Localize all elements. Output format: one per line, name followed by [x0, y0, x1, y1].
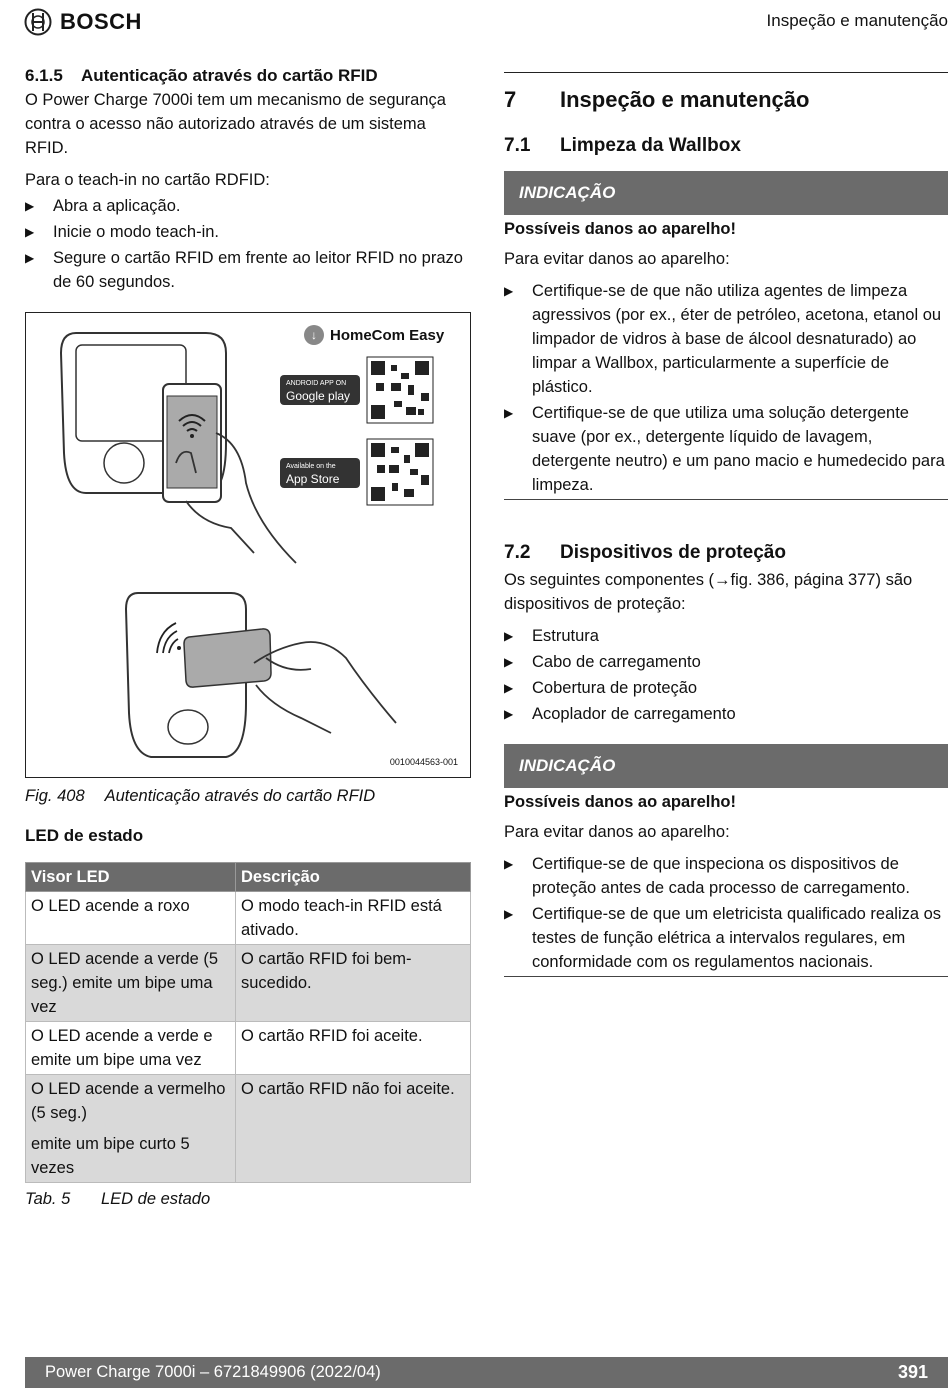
page-footer — [25, 1357, 948, 1388]
teach-in-steps — [25, 194, 471, 294]
divider — [504, 72, 948, 73]
warning-text: Possíveis danos ao aparelho! — [504, 220, 736, 238]
list-item: ▶ Estrutura — [504, 624, 948, 648]
page-number: 391 — [897, 1362, 928, 1382]
heading-number: 7 — [504, 87, 517, 112]
heading-text: Dispositivos de proteção — [560, 542, 786, 563]
badge-small-text: Available on the — [286, 463, 336, 470]
badge-text: Google play — [286, 389, 351, 403]
led-heading — [25, 824, 471, 848]
divider — [504, 976, 948, 977]
table-row — [26, 1075, 471, 1183]
table-cell: O cartão RFID foi aceite. — [236, 1022, 471, 1075]
list-item: ▶ Acoplador de carregamento — [504, 702, 948, 726]
heading-7-1 — [504, 133, 948, 159]
table-row — [26, 1022, 471, 1075]
led-status-table — [25, 862, 471, 1183]
table-cell: O cartão RFID foi bem-sucedido. — [236, 945, 471, 1022]
heading-text: LED de estado — [25, 826, 144, 845]
heading-7 — [504, 85, 948, 115]
heading-7-2 — [504, 540, 948, 566]
caption-label: Fig. 408 — [25, 787, 85, 805]
brand-name: BOSCH — [60, 9, 142, 34]
warning-text: Possíveis danos ao aparelho! — [504, 793, 736, 811]
protection-intro: Os seguintes componentes (→fig. 386, página 377) são dispositivos de proteção: — [504, 571, 913, 613]
heading-number: 7.2 — [504, 542, 531, 563]
caption-label: Tab. 5 — [25, 1190, 71, 1208]
cell-line: O LED acende a vermelho (5 seg.) — [31, 1080, 226, 1122]
heading-text: Inspeção e manutenção — [560, 87, 810, 112]
heading-number: 7.1 — [504, 135, 531, 156]
heading-number: 6.1.5 — [25, 66, 63, 85]
caption-text: LED de estado — [101, 1190, 211, 1208]
notice-banner: INDICAÇÃO — [504, 744, 948, 788]
document-id: Power Charge 7000i – 6721849906 (2022/04) — [45, 1363, 381, 1381]
cell-line: emite um bipe curto 5 vezes — [31, 1135, 190, 1177]
app-brand — [304, 325, 444, 345]
section-title: Inspeção e manutenção — [766, 11, 948, 30]
table-cell: O cartão RFID não foi aceite. — [236, 1075, 471, 1183]
notice-banner: INDICAÇÃO — [504, 171, 948, 215]
app-name: HomeCom Easy — [330, 326, 445, 344]
table-cell: O LED acende a roxo — [26, 892, 236, 945]
figure-rfid-illustration — [25, 312, 471, 778]
heading-6-1-5 — [25, 64, 471, 88]
list-item: ▶ Certifique-se de que não utiliza agentes de limpeza agressivos (por ex., éter de petróleo, acetona, etanol ou limpador de vidros à base de álcool desnaturado) ao limpar a Wallbox, particularmente a superfície de plástico. — [504, 279, 948, 399]
table-cell: O LED acende a verde (5 seg.) emite um bipe uma vez — [26, 945, 236, 1022]
list-item: ▶ Abra a aplicação. — [25, 194, 471, 218]
table-row — [26, 892, 471, 945]
column-header: Visor LED — [26, 863, 236, 892]
list-item: ▶ Segure o cartão RFID em frente ao leitor RFID no prazo de 60 segundos. — [25, 246, 471, 294]
notice-lead: Para evitar danos ao aparelho: — [504, 823, 730, 841]
badge-small-text: ANDROID APP ON — [286, 380, 347, 387]
teach-in-lead: Para o teach-in no cartão RDFID: — [25, 171, 270, 189]
figure-caption — [25, 784, 471, 808]
heading-text: Autenticação através do cartão RFID — [81, 66, 378, 85]
app-store-badge — [280, 458, 360, 488]
table-caption — [25, 1187, 471, 1211]
figure-code: 0010044563-001 — [389, 757, 458, 767]
list-item: ▶ Certifique-se de que utiliza uma solução detergente suave (por ex., detergente líquido de lavagem, detergente neutro) e um pano macio e humedecido para limpeza. — [504, 401, 948, 497]
rfid-illustration — [26, 313, 469, 776]
protection-components — [504, 624, 948, 726]
list-item: ▶ Certifique-se de que inspeciona os dispositivos de proteção antes de cada processo de carregamento. — [504, 852, 948, 900]
notice-lead: Para evitar danos ao aparelho: — [504, 250, 730, 268]
table-cell: O modo teach-in RFID está ativado. — [236, 892, 471, 945]
list-item: ▶ Certifique-se de que um eletricista qualificado realiza os testes de função elétrica a intervalos regulares, em conformidade com os regulamentos nacionais. — [504, 902, 948, 974]
list-item: ▶ Cabo de carregamento — [504, 650, 948, 674]
right-column — [504, 72, 948, 977]
list-item: ▶ Inicie o modo teach-in. — [25, 220, 471, 244]
notice-list — [504, 279, 948, 497]
bosch-armature-icon — [24, 8, 52, 36]
table-header-row — [26, 863, 471, 892]
table-cell — [26, 1075, 236, 1183]
heading-text: Limpeza da Wallbox — [560, 135, 741, 156]
table-row — [26, 945, 471, 1022]
divider — [504, 499, 948, 500]
notice-list — [504, 852, 948, 974]
bosch-logo — [24, 8, 142, 36]
list-item: ▶ Cobertura de proteção — [504, 676, 948, 700]
left-column — [25, 64, 471, 1211]
badge-text: App Store — [286, 472, 340, 486]
google-play-badge — [280, 375, 360, 405]
download-icon: ↓ — [304, 325, 324, 345]
caption-text: Autenticação através do cartão RFID — [104, 787, 376, 805]
intro-paragraph: O Power Charge 7000i tem um mecanismo de segurança contra o acesso não autorizado através de um sistema RFID. — [25, 91, 446, 157]
table-cell: O LED acende a verde e emite um bipe uma vez — [26, 1022, 236, 1075]
column-header: Descrição — [236, 863, 471, 892]
